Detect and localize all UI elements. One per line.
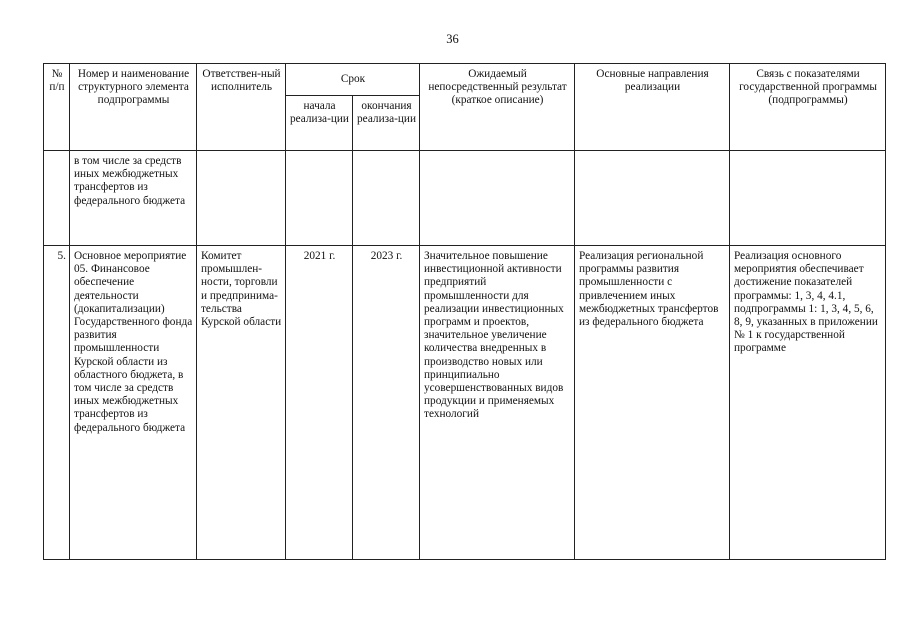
cell-executor bbox=[197, 151, 286, 246]
cell-executor: Комитет промышлен-ности, торговли и предпринима-тельства Курской области bbox=[197, 246, 286, 560]
cell-result bbox=[420, 151, 575, 246]
cell-start bbox=[286, 151, 353, 246]
document-table bbox=[43, 63, 886, 560]
header-directions: Основные направления реализации bbox=[575, 64, 730, 151]
cell-link: Реализация основного мероприятия обеспечивает достижение показателей программы: 1, 3, 4, 4.1, подпрограммы 1: 1, 3, 4, 5, 6, 8, 9, указанных в приложении № 1 к государственной программе bbox=[730, 246, 886, 560]
cell-directions bbox=[575, 151, 730, 246]
cell-num bbox=[44, 151, 70, 246]
cell-end bbox=[353, 151, 420, 246]
header-link: Связь с показателями государственной программы (подпрограммы) bbox=[730, 64, 886, 151]
header-period: Срок bbox=[286, 64, 420, 96]
cell-num: 5. bbox=[44, 246, 70, 560]
cell-result: Значительное повышение инвестиционной активности предприятий промышленности для реализации инвестиционных программ и проектов, значительное увеличение количества внедренных в производство новых или принципиально усовершенствованных видов продукции и применяемых технологий bbox=[420, 246, 575, 560]
table-row bbox=[44, 246, 886, 560]
header-executor: Ответствен-ный исполнитель bbox=[197, 64, 286, 151]
header-end: окончания реализа-ции bbox=[353, 96, 420, 151]
header-result: Ожидаемый непосредственный результат (краткое описание) bbox=[420, 64, 575, 151]
header-num: № п/п bbox=[44, 64, 70, 151]
page-number: 36 bbox=[446, 32, 459, 46]
cell-link bbox=[730, 151, 886, 246]
header-name: Номер и наименование структурного элемента подпрограммы bbox=[70, 64, 197, 151]
header-row bbox=[44, 64, 886, 96]
cell-name: Основное мероприятие 05. Финансовое обеспечение деятельности (докапитализации) Государственного фонда развития промышленности Курской области из областного бюджета, в том числе за средств иных межбюджетных трансфертов из федерального бюджета bbox=[70, 246, 197, 560]
cell-start: 2021 г. bbox=[286, 246, 353, 560]
header-start: начала реализа-ции bbox=[286, 96, 353, 151]
cell-end: 2023 г. bbox=[353, 246, 420, 560]
cell-directions: Реализация региональной программы развития промышленности с привлечением иных межбюджетных трансфертов из федерального бюджета bbox=[575, 246, 730, 560]
table-row bbox=[44, 151, 886, 246]
cell-name: в том числе за средств иных межбюджетных трансфертов из федерального бюджета bbox=[70, 151, 197, 246]
